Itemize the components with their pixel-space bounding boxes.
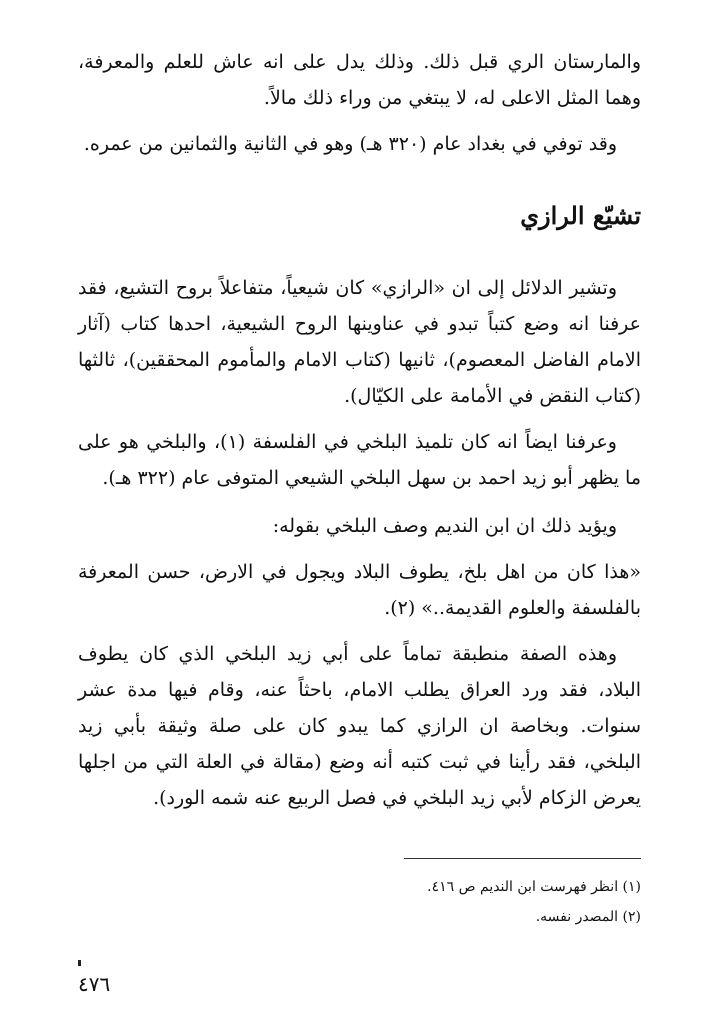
paragraph-balkhi-description: وهذه الصفة منطبقة تماماً على أبي زيد البلخي الذي كان يطوف البلاد، فقد ورد العراق يطلب الامام، باحثاً عنه، وقام فيها مدة عشر سنوات. وبخاصة ان الرازي كما يبدو كان على صلة وثيقة بأبي زيد البلخي، فقد رأينا في ثبت كتبه أنه وضع (مقالة في العلة التي من اجلها يعرض الزكام لأبي زيد البلخي في فصل الربيع عنه شمه الورد). bbox=[78, 643, 641, 809]
quote-block: «هذا كان من اهل بلخ، يطوف البلاد ويجول في الارض، حسن المعرفة بالفلسفة والعلوم القديمة..» (٢). bbox=[78, 561, 641, 619]
footnote-2: (٢) المصدر نفسه. bbox=[535, 909, 641, 925]
paragraph-balkhi-student: وعرفنا ايضاً انه كان تلميذ البلخي في الفلسفة (١)، والبلخي هو على ما يظهر أبو زيد احمد بن سهل البلخي الشيعي المتوفى عام (٣٢٢ هـ). bbox=[78, 431, 641, 489]
paragraph-ibn-nadim: ويؤيد ذلك ان ابن النديم وصف البلخي بقوله: bbox=[272, 515, 617, 537]
section-heading: تشيّع الرازي bbox=[520, 201, 641, 230]
page-number: ٤٧٦ bbox=[78, 972, 111, 996]
top-paragraph: والمارستان الري قبل ذلك. وذلك يدل على انه عاش للعلم والمعرفة، وهما المثل الاعلى له، لا يبتغي من وراء ذلك مالاً. bbox=[78, 51, 641, 109]
margin-mark bbox=[78, 960, 81, 966]
footnote-1: (١) انظر فهرست ابن النديم ص ٤١٦. bbox=[427, 879, 641, 895]
paragraph-shiism-evidence: وتشير الدلائل إلى ان «الرازي» كان شيعياً، متفاعلاً بروح التشيع، فقد عرفنا انه وضع كتباً تبدو في عناوينها الروح الشيعية، احدها كتاب (آثار الامام الفاضل المعصوم)، ثانيها (كتاب الامام والمأموم المحققين)، ثالثها (كتاب النقض في الأمامة على الكيّال). bbox=[78, 277, 641, 407]
footnotes bbox=[78, 872, 641, 932]
footnote-divider bbox=[404, 858, 641, 859]
death-paragraph: وقد توفي في بغداد عام (٣٢٠ هـ) وهو في الثانية والثمانين من عمره. bbox=[83, 133, 617, 155]
